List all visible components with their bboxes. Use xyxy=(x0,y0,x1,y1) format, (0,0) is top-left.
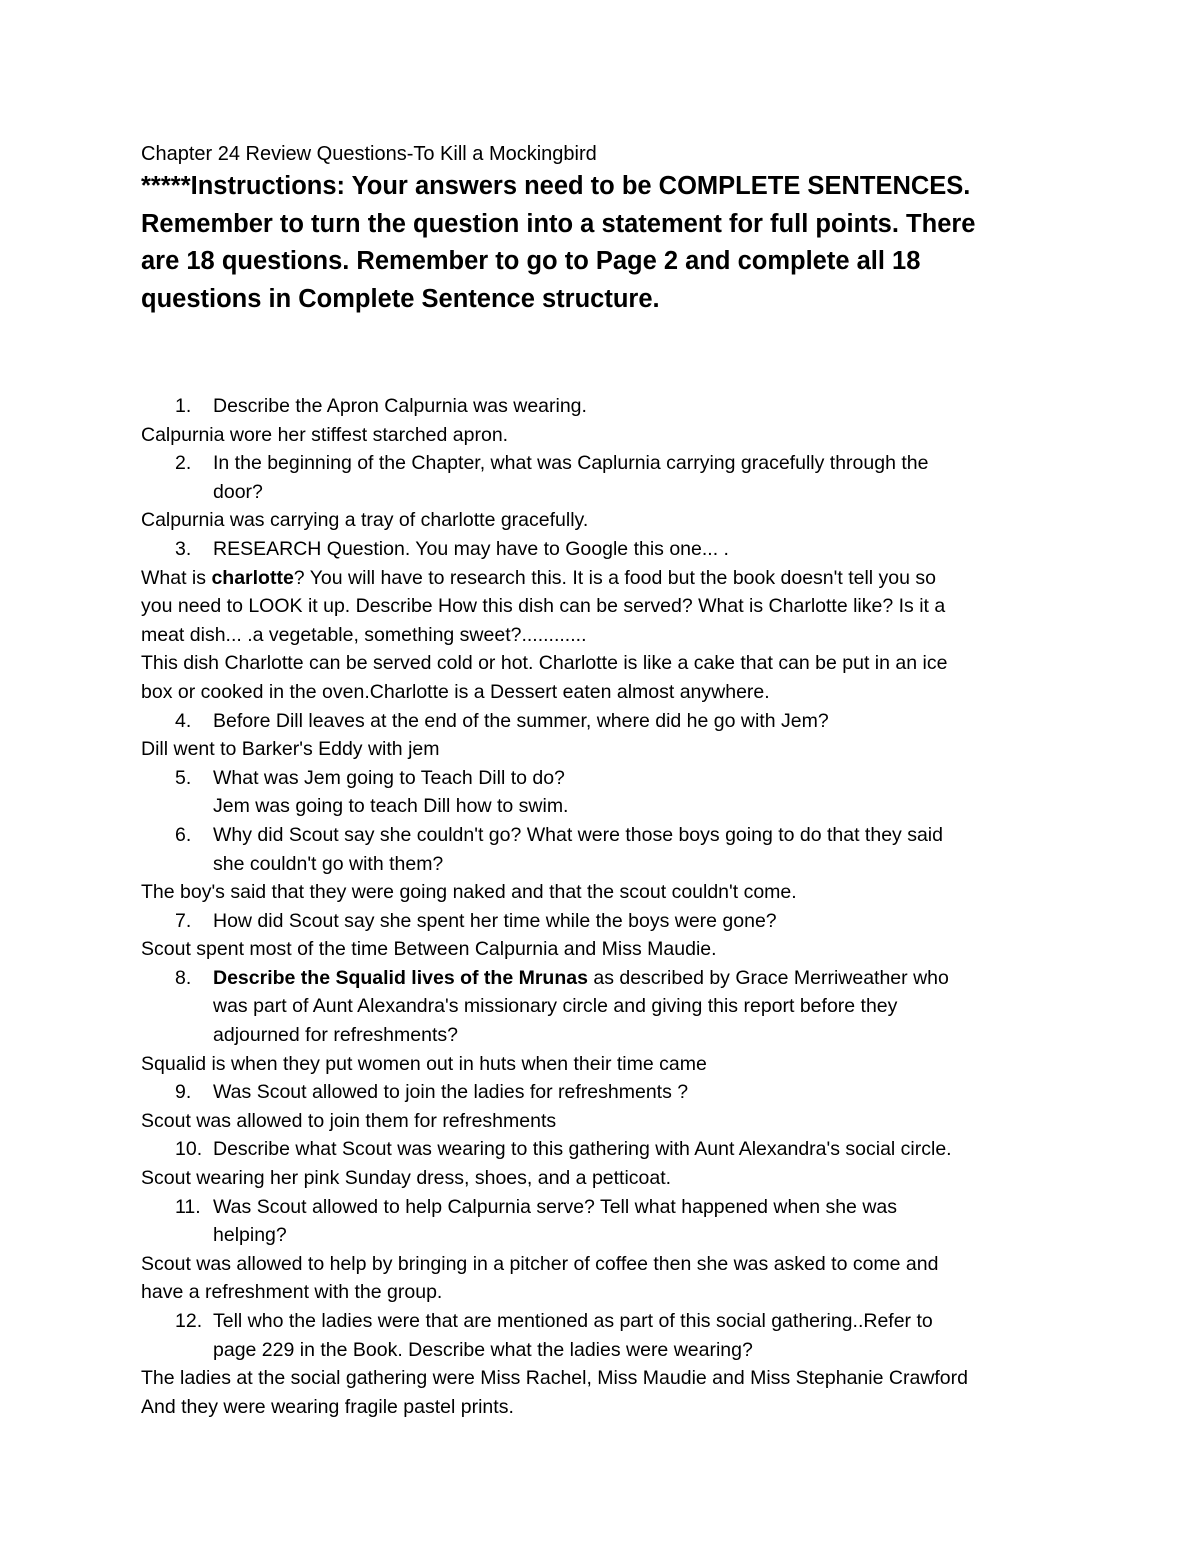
answer-11: Scout was allowed to help by bringing in a pitcher of coffee then she was asked to come and xyxy=(141,1252,939,1275)
question-number: 5. xyxy=(175,766,192,789)
question-number: 2. xyxy=(175,452,192,475)
question-text: Tell who the ladies were that are mentioned as part of this social gathering..Refer to xyxy=(213,1310,933,1332)
instructions-line: *****Instructions: Your answers need to be COMPLETE SENTENCES. xyxy=(141,172,971,200)
question-number: 9. xyxy=(175,1081,192,1104)
question-number: 10. xyxy=(175,1138,203,1161)
question-3-detail-line: you need to LOOK it up. Describe How this dish can be served? What is Charlotte like? Is it a xyxy=(141,595,946,618)
instructions-line: questions in Complete Sentence structure. xyxy=(141,284,660,313)
answer-4: Dill went to Barker's Eddy with jem xyxy=(141,738,440,761)
question-8-continued: was part of Aunt Alexandra's missionary circle and giving this report before they xyxy=(213,995,898,1018)
document-title: Chapter 24 Review Questions-To Kill a Mockingbird xyxy=(141,143,597,165)
detail-text: What is xyxy=(141,566,212,589)
question-11-continued: helping? xyxy=(213,1224,287,1247)
answer-7: Scout spent most of the time Between Calpurnia and Miss Maudie. xyxy=(141,938,717,961)
question-text: Describe what Scout was wearing to this gathering with Aunt Alexandra's social circle. xyxy=(213,1138,952,1161)
detail-text: ? You will have to research this. It is a food but the book doesn't tell you so xyxy=(293,566,937,589)
question-text: How did Scout say she spent her time while the boys were gone? xyxy=(213,909,777,932)
question-text: as described by Grace Merriweather who xyxy=(587,966,949,989)
answer-12: The ladies at the social gathering were Miss Rachel, Miss Maudie and Miss Stephanie Crawford xyxy=(141,1367,968,1390)
question-4 xyxy=(141,707,1071,736)
instructions-line: are 18 questions. Remember to go to Page 2 and complete all 18 xyxy=(141,247,921,275)
question-8 xyxy=(141,964,1071,993)
question-3 xyxy=(141,535,1071,564)
answer-3-continued: box or cooked in the oven.Charlotte is a Dessert eaten almost anywhere. xyxy=(141,680,770,703)
question-text: Was Scout allowed to help Calpurnia serve? Tell what happened when she was xyxy=(213,1195,897,1218)
question-text: RESEARCH Question. You may have to Google this one... . xyxy=(213,537,729,560)
question-9 xyxy=(141,1078,1071,1107)
question-1 xyxy=(141,392,1071,421)
question-number: 1. xyxy=(175,395,192,417)
question-3-detail xyxy=(141,564,1071,593)
question-5 xyxy=(141,764,1071,793)
detail-bold-term: charlotte xyxy=(211,566,294,589)
question-7 xyxy=(141,907,1071,936)
question-number: 6. xyxy=(175,823,192,846)
question-number: 7. xyxy=(175,909,192,932)
instructions-block xyxy=(141,168,1071,318)
question-text: What was Jem going to Teach Dill to do? xyxy=(213,766,565,789)
question-6 xyxy=(141,821,1071,850)
answer-3: This dish Charlotte can be served cold or hot. Charlotte is like a cake that can be put in an ice xyxy=(141,652,948,675)
answer-12-continued: And they were wearing fragile pastel prints. xyxy=(141,1395,514,1418)
question-number: 12. xyxy=(175,1310,203,1332)
question-text: Was Scout allowed to join the ladies for refreshments ? xyxy=(213,1081,689,1104)
answer-9: Scout was allowed to join them for refreshments xyxy=(141,1109,557,1132)
question-8-continued: adjourned for refreshments? xyxy=(213,1024,458,1047)
question-10 xyxy=(141,1135,1071,1164)
question-12 xyxy=(141,1307,1071,1336)
question-number: 3. xyxy=(175,537,192,560)
question-number: 11. xyxy=(175,1195,201,1218)
question-bold-text: Describe the Squalid lives of the Mrunas xyxy=(213,966,588,989)
question-12-continued: page 229 in the Book. Describe what the ladies were wearing? xyxy=(213,1338,753,1361)
question-3-detail-line: meat dish... .a vegetable, something sweet?............ xyxy=(141,623,587,646)
answer-2: Calpurnia was carrying a tray of charlotte gracefully. xyxy=(141,509,589,532)
question-text: Before Dill leaves at the end of the summer, where did he go with Jem? xyxy=(213,709,829,732)
question-text: Describe the Apron Calpurnia was wearing. xyxy=(213,395,587,417)
question-2 xyxy=(141,449,1071,478)
answer-5: Jem was going to teach Dill how to swim. xyxy=(213,795,569,818)
answer-6: The boy's said that they were going naked and that the scout couldn't come. xyxy=(141,881,797,904)
question-text: In the beginning of the Chapter, what was Caplurnia carrying gracefully through the xyxy=(213,452,929,475)
question-number: 4. xyxy=(175,709,192,732)
answer-11-continued: have a refreshment with the group. xyxy=(141,1281,443,1304)
answer-1: Calpurnia wore her stiffest starched apron. xyxy=(141,423,509,446)
document-page xyxy=(141,140,1071,1421)
instructions-line: Remember to turn the question into a statement for full points. There xyxy=(141,209,976,238)
question-text: Why did Scout say she couldn't go? What were those boys going to do that they said xyxy=(213,823,943,846)
question-6-continued: she couldn't go with them? xyxy=(213,852,444,875)
answer-10: Scout wearing her pink Sunday dress, shoes, and a petticoat. xyxy=(141,1167,672,1190)
spacer xyxy=(141,318,1071,392)
question-number: 8. xyxy=(175,966,192,989)
answer-8: Squalid is when they put women out in huts when their time came xyxy=(141,1052,707,1075)
question-2-continued: door? xyxy=(213,480,263,503)
question-11 xyxy=(141,1193,1071,1222)
